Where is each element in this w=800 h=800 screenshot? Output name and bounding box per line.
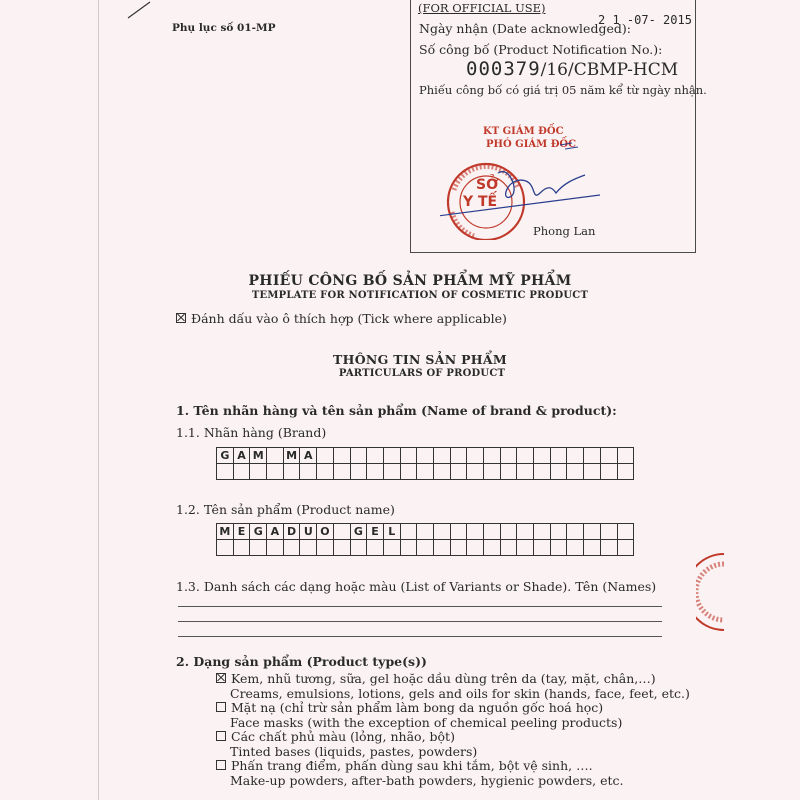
brand-cell[interactable] bbox=[417, 448, 434, 464]
product-name-cell[interactable] bbox=[300, 540, 317, 556]
notification-number-suffix: /16/CBMP-HCM bbox=[540, 60, 679, 80]
date-acknowledged-value: 2 1 -07- 2015 bbox=[598, 13, 692, 27]
brand-cell[interactable]: M bbox=[283, 448, 300, 464]
product-name-cell[interactable] bbox=[534, 540, 551, 556]
brand-cell[interactable] bbox=[600, 448, 617, 464]
page-edge-line bbox=[98, 0, 99, 800]
scan-mark bbox=[120, 0, 160, 20]
brand-cell[interactable] bbox=[417, 464, 434, 480]
product-type-en: Tinted bases (liquids, pastes, powders) bbox=[230, 743, 478, 759]
brand-cell[interactable] bbox=[367, 464, 384, 480]
product-name-cell[interactable] bbox=[450, 524, 467, 540]
product-name-cell[interactable]: E bbox=[367, 524, 384, 540]
variants-line[interactable] bbox=[178, 606, 662, 607]
brand-cell[interactable] bbox=[383, 448, 400, 464]
product-type-option[interactable] bbox=[216, 730, 696, 759]
signature bbox=[440, 135, 610, 225]
variants-line[interactable] bbox=[178, 636, 662, 637]
product-name-cell[interactable]: E bbox=[233, 524, 250, 540]
product-name-cell[interactable] bbox=[467, 524, 484, 540]
product-type-vi: Kem, nhũ tương, sữa, gel hoặc dầu dùng trên da (tay, mặt, chân,…) bbox=[231, 671, 656, 686]
product-name-cell[interactable] bbox=[333, 540, 350, 556]
product-name-cell[interactable] bbox=[433, 524, 450, 540]
product-type-en: Make-up powders, after-bath powders, hygienic powders, etc. bbox=[230, 772, 624, 788]
product-type-option-vi-line bbox=[216, 759, 696, 774]
product-name-cell[interactable] bbox=[400, 524, 417, 540]
brand-row bbox=[217, 464, 634, 480]
brand-label: 1.1. Nhãn hàng (Brand) bbox=[176, 425, 327, 440]
product-type-checkbox[interactable] bbox=[216, 760, 226, 770]
variants-line[interactable] bbox=[178, 621, 662, 622]
product-type-vi: Các chất phủ màu (lỏng, nhão, bột) bbox=[231, 729, 455, 744]
brand-cell[interactable]: A bbox=[300, 448, 317, 464]
brand-cell[interactable] bbox=[600, 464, 617, 480]
brand-cell[interactable] bbox=[300, 464, 317, 480]
brand-cell[interactable] bbox=[500, 464, 517, 480]
brand-cell[interactable]: G bbox=[217, 448, 234, 464]
notification-number-label: Số công bố (Product Notification No.): bbox=[419, 42, 663, 57]
product-name-cell[interactable] bbox=[500, 540, 517, 556]
notification-number-value: 000379 bbox=[466, 58, 541, 80]
product-name-cell[interactable] bbox=[267, 540, 284, 556]
product-name-cell[interactable] bbox=[584, 540, 601, 556]
product-name-cell[interactable] bbox=[217, 540, 234, 556]
brand-cell[interactable] bbox=[317, 448, 334, 464]
product-name-cell[interactable] bbox=[400, 540, 417, 556]
tick-example-checkbox bbox=[176, 313, 186, 323]
product-name-cell[interactable] bbox=[600, 524, 617, 540]
product-name-cell[interactable]: A bbox=[267, 524, 284, 540]
product-name-cell[interactable] bbox=[617, 524, 634, 540]
brand-cell[interactable] bbox=[567, 464, 584, 480]
brand-cell[interactable] bbox=[267, 464, 284, 480]
section-subtitle: PARTICULARS OF PRODUCT bbox=[338, 368, 506, 379]
brand-cell[interactable] bbox=[350, 448, 367, 464]
product-type-en: Creams, emulsions, lotions, gels and oils for skin (hands, face, feet, etc.) bbox=[230, 685, 690, 701]
signer-name: Phong Lan bbox=[533, 224, 596, 238]
brand-cell[interactable] bbox=[484, 464, 501, 480]
product-name-cell[interactable] bbox=[417, 540, 434, 556]
form-subtitle: TEMPLATE FOR NOTIFICATION OF COSMETIC PRODUCT bbox=[251, 290, 589, 301]
product-type-vi: Phấn trang điểm, phấn dùng sau khi tắm, bột vệ sinh, …. bbox=[231, 758, 593, 773]
brand-cell[interactable] bbox=[233, 464, 250, 480]
product-type-option-vi-line bbox=[216, 701, 696, 716]
product-name-cell[interactable] bbox=[417, 524, 434, 540]
product-name-cell[interactable] bbox=[333, 524, 350, 540]
product-name-cell[interactable] bbox=[484, 524, 501, 540]
product-name-cell[interactable] bbox=[567, 524, 584, 540]
brand-cell[interactable]: M bbox=[250, 448, 267, 464]
tick-note bbox=[176, 311, 507, 326]
seal-text-1: SỞ bbox=[476, 177, 499, 193]
product-name-row bbox=[217, 524, 634, 540]
brand-cell[interactable] bbox=[433, 448, 450, 464]
brand-cell[interactable] bbox=[534, 448, 551, 464]
product-type-checkbox[interactable] bbox=[216, 702, 226, 712]
seal-text-2: Y TẾ bbox=[463, 194, 498, 210]
product-type-en: Face masks (with the exception of chemical peeling products) bbox=[230, 714, 623, 730]
brand-cell[interactable] bbox=[550, 464, 567, 480]
appendix-label: Phụ lục số 01-MP bbox=[172, 22, 276, 34]
product-type-vi: Mặt nạ (chỉ trừ sản phẩm làm bong da nguồn gốc hoá học) bbox=[231, 700, 604, 715]
product-name-cell[interactable] bbox=[567, 540, 584, 556]
product-name-grid[interactable] bbox=[216, 523, 634, 556]
section1-heading: 1. Tên nhãn hàng và tên sản phẩm (Name of brand & product): bbox=[176, 403, 617, 418]
brand-row bbox=[217, 448, 634, 464]
product-name-cell[interactable] bbox=[433, 540, 450, 556]
product-name-cell[interactable]: L bbox=[383, 524, 400, 540]
form-title: PHIẾU CÔNG BỐ SẢN PHẨM MỸ PHẨM bbox=[248, 273, 572, 289]
product-name-cell[interactable] bbox=[250, 540, 267, 556]
product-name-cell[interactable] bbox=[450, 540, 467, 556]
brand-cell[interactable] bbox=[350, 464, 367, 480]
official-use-header: (FOR OFFICIAL USE) bbox=[418, 1, 546, 15]
brand-cell[interactable] bbox=[400, 464, 417, 480]
notification-number bbox=[466, 58, 678, 80]
brand-grid[interactable] bbox=[216, 447, 634, 480]
brand-cell[interactable] bbox=[250, 464, 267, 480]
brand-cell[interactable] bbox=[433, 464, 450, 480]
date-acknowledged-label: Ngày nhận (Date acknowledged): bbox=[419, 21, 631, 36]
brand-cell[interactable] bbox=[567, 448, 584, 464]
product-name-cell[interactable] bbox=[233, 540, 250, 556]
brand-cell[interactable] bbox=[517, 448, 534, 464]
product-name-cell[interactable]: M bbox=[217, 524, 234, 540]
product-type-option-vi-line bbox=[216, 730, 696, 745]
product-name-row bbox=[217, 540, 634, 556]
product-name-cell[interactable]: D bbox=[283, 524, 300, 540]
brand-cell[interactable] bbox=[367, 448, 384, 464]
section-title: THÔNG TIN SẢN PHẨM bbox=[332, 352, 508, 367]
brand-cell[interactable] bbox=[400, 448, 417, 464]
margin-seal bbox=[696, 552, 726, 632]
brand-cell[interactable] bbox=[534, 464, 551, 480]
product-name-cell[interactable] bbox=[484, 540, 501, 556]
brand-cell[interactable] bbox=[317, 464, 334, 480]
product-name-cell[interactable]: G bbox=[350, 524, 367, 540]
brand-cell[interactable] bbox=[283, 464, 300, 480]
product-name-cell[interactable] bbox=[350, 540, 367, 556]
brand-cell[interactable] bbox=[484, 448, 501, 464]
section2-heading: 2. Dạng sản phẩm (Product type(s)) bbox=[176, 654, 427, 669]
brand-cell[interactable] bbox=[333, 464, 350, 480]
product-name-cell[interactable] bbox=[517, 524, 534, 540]
brand-cell[interactable] bbox=[267, 448, 284, 464]
variants-label: 1.3. Danh sách các dạng hoặc màu (List of Variants or Shade). Tên (Names) bbox=[176, 579, 657, 594]
brand-cell[interactable] bbox=[584, 464, 601, 480]
brand-cell[interactable]: A bbox=[233, 448, 250, 464]
stamp-title-2: PHÓ GIÁM ĐỐC bbox=[486, 139, 577, 150]
product-name-cell[interactable] bbox=[383, 540, 400, 556]
brand-cell[interactable] bbox=[450, 464, 467, 480]
product-name-cell[interactable] bbox=[534, 524, 551, 540]
product-type-option[interactable] bbox=[216, 701, 696, 730]
product-name-cell[interactable] bbox=[367, 540, 384, 556]
brand-cell[interactable] bbox=[217, 464, 234, 480]
product-name-cell[interactable] bbox=[283, 540, 300, 556]
product-name-cell[interactable] bbox=[550, 540, 567, 556]
product-type-option-vi-line bbox=[216, 672, 696, 687]
brand-cell[interactable] bbox=[467, 448, 484, 464]
brand-cell[interactable] bbox=[584, 448, 601, 464]
product-type-checkbox[interactable] bbox=[216, 673, 226, 683]
brand-cell[interactable] bbox=[617, 448, 634, 464]
product-name-cell[interactable]: G bbox=[250, 524, 267, 540]
product-type-option[interactable] bbox=[216, 759, 696, 788]
brand-cell[interactable] bbox=[550, 448, 567, 464]
product-name-cell[interactable] bbox=[500, 524, 517, 540]
brand-cell[interactable] bbox=[450, 448, 467, 464]
product-type-option[interactable] bbox=[216, 672, 696, 701]
product-name-cell[interactable] bbox=[600, 540, 617, 556]
brand-cell[interactable] bbox=[517, 464, 534, 480]
product-type-checkbox[interactable] bbox=[216, 731, 226, 741]
product-name-label: 1.2. Tên sản phẩm (Product name) bbox=[176, 502, 395, 517]
product-name-cell[interactable] bbox=[317, 540, 334, 556]
brand-cell[interactable] bbox=[617, 464, 634, 480]
product-name-cell[interactable] bbox=[584, 524, 601, 540]
brand-cell[interactable] bbox=[333, 448, 350, 464]
product-name-cell[interactable]: U bbox=[300, 524, 317, 540]
product-name-cell[interactable] bbox=[550, 524, 567, 540]
validity-note: Phiếu công bố có giá trị 05 năm kể từ ngày nhận. bbox=[419, 83, 707, 97]
product-name-cell[interactable] bbox=[467, 540, 484, 556]
brand-cell[interactable] bbox=[383, 464, 400, 480]
product-name-cell[interactable] bbox=[517, 540, 534, 556]
tick-note-text: Đánh dấu vào ô thích hợp (Tick where applicable) bbox=[191, 311, 507, 326]
product-type-options bbox=[216, 672, 696, 788]
brand-cell[interactable] bbox=[467, 464, 484, 480]
stamp-title-1: KT GIÁM ĐỐC bbox=[483, 126, 564, 137]
brand-cell[interactable] bbox=[500, 448, 517, 464]
product-name-cell[interactable] bbox=[617, 540, 634, 556]
product-name-cell[interactable]: O bbox=[317, 524, 334, 540]
